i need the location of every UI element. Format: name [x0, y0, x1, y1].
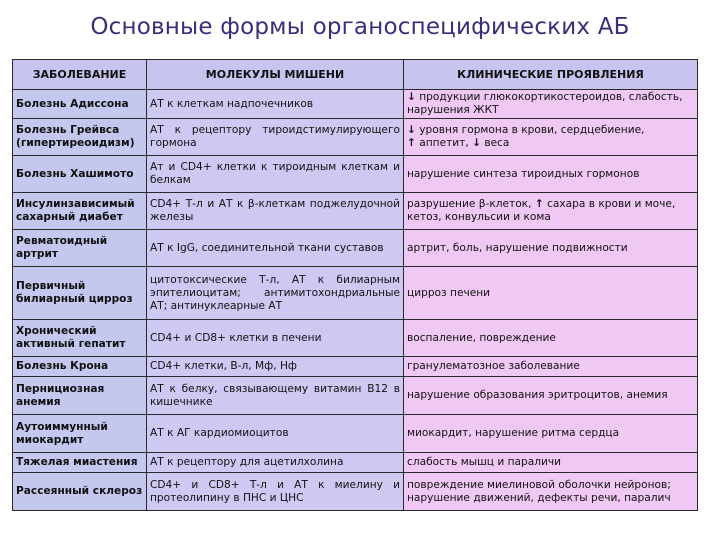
header-clinical: КЛИНИЧЕСКИЕ ПРОЯВЛЕНИЯ — [404, 60, 698, 90]
autoimmune-diseases-table — [12, 59, 698, 511]
disease-cell: Аутоиммунный миокардит — [13, 415, 147, 453]
table-row — [13, 193, 698, 230]
target-cell: CD4+ и CD8+ Т-л и АТ к миелину и протеолипину в ПНС и ЦНС — [147, 473, 404, 511]
clinical-cell: миокардит, нарушение ритма сердца — [404, 415, 698, 453]
slide-title: Основные формы органоспецифических АБ — [90, 14, 630, 40]
target-cell: АТ к рецептору тироидстимулирующего гормона — [147, 119, 404, 156]
table-row — [13, 377, 698, 415]
clinical-cell: цирроз печени — [404, 267, 698, 320]
disease-cell: Рассеянный склероз — [13, 473, 147, 511]
arrow-up-icon: ↑ — [407, 137, 416, 149]
target-cell: цитотоксические Т-л, АТ к билиарным эпителиоцитам; антимитохондриальные АТ; антинуклеарные АТ — [147, 267, 404, 320]
clinical-cell: ↓ уровня гормона в крови, сердцебиение, ↑ аппетит, ↓ веса — [404, 119, 698, 156]
table-header-row — [13, 60, 698, 90]
table-row — [13, 320, 698, 357]
disease-cell: Хронический активный гепатит — [13, 320, 147, 357]
header-target: МОЛЕКУЛЫ МИШЕНИ — [147, 60, 404, 90]
clinical-cell: артрит, боль, нарушение подвижности — [404, 230, 698, 267]
header-disease: ЗАБОЛЕВАНИЕ — [13, 60, 147, 90]
target-cell: CD4+ Т-л и АТ к β-клеткам поджелудочной железы — [147, 193, 404, 230]
target-cell: АТ к рецептору для ацетилхолина — [147, 453, 404, 473]
disease-cell: Болезнь Грейвса (гипертиреоидизм) — [13, 119, 147, 156]
target-cell: АТ к IgG, соединительной ткани суставов — [147, 230, 404, 267]
disease-cell: Тяжелая миастения — [13, 453, 147, 473]
clinical-cell: воспаление, повреждение — [404, 320, 698, 357]
target-cell: АТ к АГ кардиомиоцитов — [147, 415, 404, 453]
disease-cell: Болезнь Адиссона — [13, 90, 147, 119]
disease-cell: Ревматоидный артрит — [13, 230, 147, 267]
arrow-down-icon: ↓ — [407, 124, 416, 136]
target-cell: CD4+ и CD8+ клетки в печени — [147, 320, 404, 357]
table-row — [13, 230, 698, 267]
disease-cell: Болезнь Хашимото — [13, 156, 147, 193]
table-row — [13, 453, 698, 473]
arrow-down-icon: ↓ — [407, 91, 416, 103]
target-cell: АТ к белку, связывающему витамин В12 в кишечнике — [147, 377, 404, 415]
arrow-up-icon: ↑ — [534, 198, 544, 210]
clinical-cell: гранулематозное заболевание — [404, 357, 698, 377]
table-row — [13, 119, 698, 156]
clinical-cell: нарушение образования эритроцитов, анемия — [404, 377, 698, 415]
table-row — [13, 267, 698, 320]
disease-cell: Пернициозная анемия — [13, 377, 147, 415]
table-row — [13, 156, 698, 193]
clinical-cell: разрушение β-клеток, ↑ сахара в крови и моче, кетоз, конвульсии и кома — [404, 193, 698, 230]
target-cell: CD4+ клетки, В-л, Мф, Нф — [147, 357, 404, 377]
disease-cell: Болезнь Крона — [13, 357, 147, 377]
disease-cell: Инсулинзависимый сахарный диабет — [13, 193, 147, 230]
arrow-down-icon: ↓ — [472, 137, 481, 149]
table-row — [13, 90, 698, 119]
clinical-cell: слабость мышц и параличи — [404, 453, 698, 473]
disease-cell: Первичный билиарный цирроз — [13, 267, 147, 320]
table-row — [13, 357, 698, 377]
clinical-cell: ↓ продукции глюкокортикостероидов, слабость, нарушения ЖКТ — [404, 90, 698, 119]
clinical-cell: повреждение миелиновой оболочки нейронов; нарушение движений, дефекты речи, паралич — [404, 473, 698, 511]
target-cell: Ат и CD4+ клетки к тироидным клеткам и белкам — [147, 156, 404, 193]
clinical-cell: нарушение синтеза тироидных гормонов — [404, 156, 698, 193]
table-row — [13, 473, 698, 511]
table-row — [13, 415, 698, 453]
target-cell: АТ к клеткам надпочечников — [147, 90, 404, 119]
